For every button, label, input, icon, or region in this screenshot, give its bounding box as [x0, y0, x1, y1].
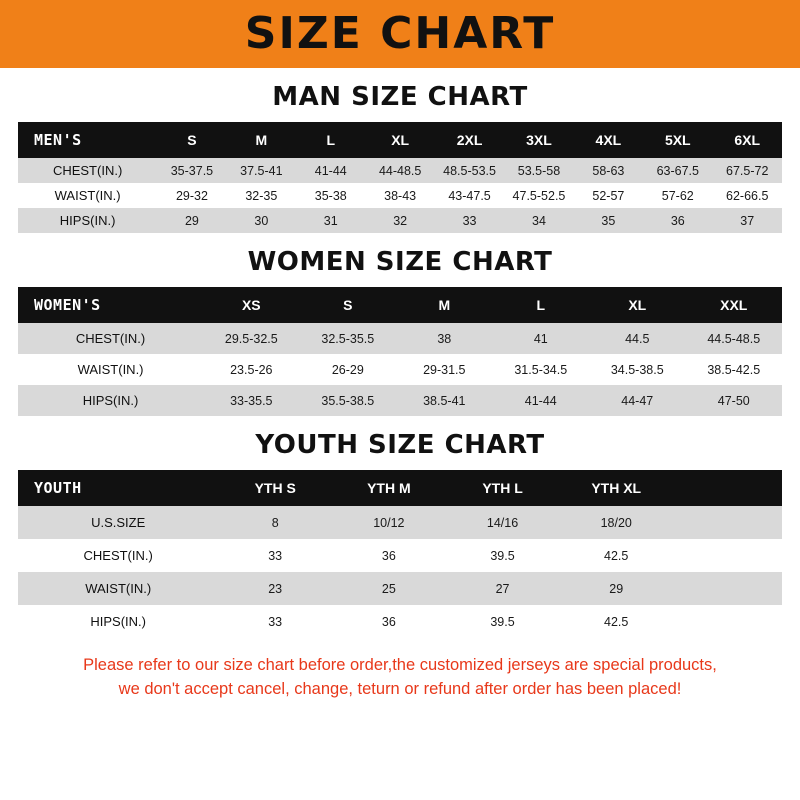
women-header-cell-3: M	[396, 287, 492, 323]
men-header-cell-0: MEN'S	[18, 122, 157, 158]
women-row1-cell4: 31.5-34.5	[493, 354, 589, 385]
youth-row0-cell2: 10/12	[332, 506, 446, 539]
youth-row2-cell2: 25	[332, 572, 446, 605]
men-header-cell-6: 3XL	[504, 122, 573, 158]
men-row2-cell4: 32	[365, 208, 434, 233]
men-row0-cell9: 67.5-72	[712, 158, 782, 183]
youth-row2-spacer	[673, 572, 782, 605]
table-row	[18, 208, 782, 233]
men-row0-cell1: 35-37.5	[157, 158, 226, 183]
table-row	[18, 183, 782, 208]
men-size-table	[18, 122, 782, 233]
men-row0-cell2: 37.5-41	[227, 158, 296, 183]
youth-row3-label: HIPS(IN.)	[18, 605, 218, 638]
youth-header-spacer	[673, 470, 782, 506]
women-table-body	[18, 323, 782, 416]
men-row2-cell3: 31	[296, 208, 365, 233]
women-size-table	[18, 287, 782, 416]
men-table-body	[18, 158, 782, 233]
men-row2-cell9: 37	[712, 208, 782, 233]
men-row2-cell2: 30	[227, 208, 296, 233]
men-row1-cell9: 62-66.5	[712, 183, 782, 208]
men-row1-cell8: 57-62	[643, 183, 712, 208]
table-row	[18, 539, 782, 572]
men-row1-cell2: 32-35	[227, 183, 296, 208]
table-header-row	[18, 287, 782, 323]
table-row	[18, 158, 782, 183]
table-row	[18, 385, 782, 416]
men-header-cell-9: 6XL	[712, 122, 782, 158]
women-row0-cell2: 32.5-35.5	[300, 323, 396, 354]
women-header-cell-1: XS	[203, 287, 299, 323]
content-area	[0, 82, 800, 702]
men-header-cell-3: L	[296, 122, 365, 158]
youth-row1-cell4: 42.5	[559, 539, 673, 572]
men-row1-cell7: 52-57	[574, 183, 643, 208]
men-row2-cell5: 33	[435, 208, 504, 233]
youth-header-cell-3: YTH L	[446, 470, 560, 506]
men-header-cell-2: M	[227, 122, 296, 158]
women-row2-label: HIPS(IN.)	[18, 385, 203, 416]
women-row0-cell5: 44.5	[589, 323, 685, 354]
table-row	[18, 354, 782, 385]
men-header-cell-4: XL	[365, 122, 434, 158]
men-row0-cell5: 48.5-53.5	[435, 158, 504, 183]
youth-row3-cell2: 36	[332, 605, 446, 638]
youth-row2-cell3: 27	[446, 572, 560, 605]
youth-row2-label: WAIST(IN.)	[18, 572, 218, 605]
footer-note	[18, 654, 782, 702]
youth-row0-cell1: 8	[218, 506, 332, 539]
men-row0-cell7: 58-63	[574, 158, 643, 183]
youth-row3-spacer	[673, 605, 782, 638]
men-row2-cell6: 34	[504, 208, 573, 233]
men-header-cell-1: S	[157, 122, 226, 158]
women-header-cell-4: L	[493, 287, 589, 323]
men-row2-cell7: 35	[574, 208, 643, 233]
youth-row1-cell2: 36	[332, 539, 446, 572]
youth-row3-cell3: 39.5	[446, 605, 560, 638]
women-row1-cell5: 34.5-38.5	[589, 354, 685, 385]
men-row0-label: CHEST(IN.)	[18, 158, 157, 183]
men-header-cell-7: 4XL	[574, 122, 643, 158]
women-table-header	[18, 287, 782, 323]
men-row1-cell1: 29-32	[157, 183, 226, 208]
youth-row3-cell4: 42.5	[559, 605, 673, 638]
youth-row0-spacer	[673, 506, 782, 539]
page-banner	[0, 0, 800, 68]
youth-header-cell-0: YOUTH	[18, 470, 218, 506]
men-row0-cell4: 44-48.5	[365, 158, 434, 183]
youth-row1-spacer	[673, 539, 782, 572]
youth-section-title: YOUTH SIZE CHART	[255, 430, 545, 460]
youth-row0-cell4: 18/20	[559, 506, 673, 539]
men-table-header	[18, 122, 782, 158]
men-row1-label: WAIST(IN.)	[18, 183, 157, 208]
table-row	[18, 572, 782, 605]
women-row0-cell4: 41	[493, 323, 589, 354]
youth-row1-cell1: 33	[218, 539, 332, 572]
women-header-cell-2: S	[300, 287, 396, 323]
women-row1-cell3: 29-31.5	[396, 354, 492, 385]
youth-row0-label: U.S.SIZE	[18, 506, 218, 539]
women-row2-cell4: 41-44	[493, 385, 589, 416]
table-row	[18, 506, 782, 539]
women-row2-cell6: 47-50	[686, 385, 783, 416]
men-section-title: MAN SIZE CHART	[272, 82, 528, 112]
youth-header-cell-1: YTH S	[218, 470, 332, 506]
men-row1-cell3: 35-38	[296, 183, 365, 208]
youth-table-body	[18, 506, 782, 638]
men-row0-cell8: 63-67.5	[643, 158, 712, 183]
men-row2-cell1: 29	[157, 208, 226, 233]
youth-row1-label: CHEST(IN.)	[18, 539, 218, 572]
women-row2-cell2: 35.5-38.5	[300, 385, 396, 416]
women-section-title: WOMEN SIZE CHART	[247, 247, 553, 277]
youth-size-table	[18, 470, 782, 638]
women-row2-cell3: 38.5-41	[396, 385, 492, 416]
men-header-cell-5: 2XL	[435, 122, 504, 158]
youth-header-cell-2: YTH M	[332, 470, 446, 506]
women-row2-cell5: 44-47	[589, 385, 685, 416]
women-row0-cell3: 38	[396, 323, 492, 354]
women-row1-cell6: 38.5-42.5	[686, 354, 783, 385]
youth-row2-cell4: 29	[559, 572, 673, 605]
women-row0-cell6: 44.5-48.5	[686, 323, 783, 354]
youth-row0-cell3: 14/16	[446, 506, 560, 539]
women-header-cell-0: WOMEN'S	[18, 287, 203, 323]
men-row1-cell6: 47.5-52.5	[504, 183, 573, 208]
women-row1-cell1: 23.5-26	[203, 354, 299, 385]
men-row2-label: HIPS(IN.)	[18, 208, 157, 233]
youth-row2-cell1: 23	[218, 572, 332, 605]
women-header-cell-6: XXL	[686, 287, 783, 323]
youth-header-cell-4: YTH XL	[559, 470, 673, 506]
men-header-cell-8: 5XL	[643, 122, 712, 158]
table-row	[18, 323, 782, 354]
footer-note-line-2: we don't accept cancel, change, teturn or refund after order has been placed!	[118, 679, 682, 698]
women-row1-cell2: 26-29	[300, 354, 396, 385]
youth-row3-cell1: 33	[218, 605, 332, 638]
women-row1-label: WAIST(IN.)	[18, 354, 203, 385]
men-row2-cell8: 36	[643, 208, 712, 233]
women-header-cell-5: XL	[589, 287, 685, 323]
women-row0-cell1: 29.5-32.5	[203, 323, 299, 354]
men-row1-cell5: 43-47.5	[435, 183, 504, 208]
footer-note-line-1: Please refer to our size chart before order,the customized jerseys are special products,	[83, 656, 717, 674]
men-row0-cell6: 53.5-58	[504, 158, 573, 183]
page-title: SIZE CHART	[244, 8, 556, 59]
men-row1-cell4: 38-43	[365, 183, 434, 208]
table-header-row	[18, 470, 782, 506]
men-row0-cell3: 41-44	[296, 158, 365, 183]
women-row2-cell1: 33-35.5	[203, 385, 299, 416]
table-row	[18, 605, 782, 638]
table-header-row	[18, 122, 782, 158]
youth-row1-cell3: 39.5	[446, 539, 560, 572]
youth-table-header	[18, 470, 782, 506]
women-row0-label: CHEST(IN.)	[18, 323, 203, 354]
